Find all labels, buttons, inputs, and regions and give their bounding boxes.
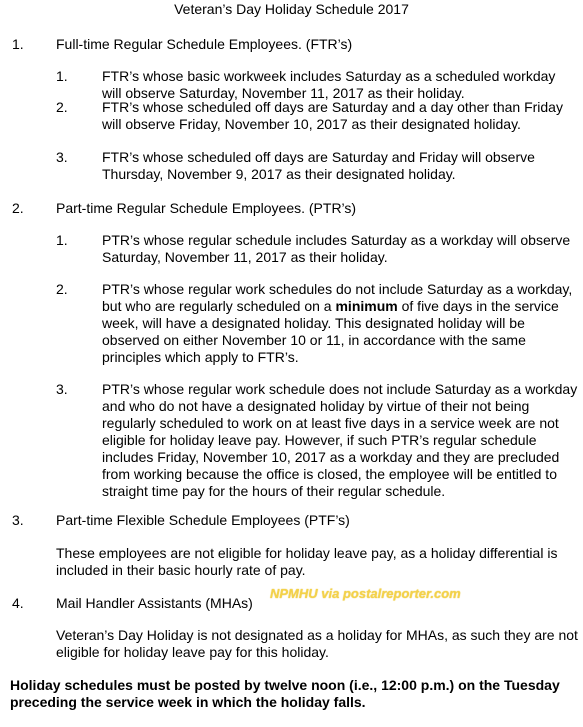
section-1-number: 1. xyxy=(12,36,24,52)
section-4-text: Veteran’s Day Holiday is not designated as a holiday for MHAs, as such they are not eligible for holiday leave pay for this holiday. xyxy=(56,627,578,660)
section-1-item-2-text: FTR’s whose scheduled off days are Saturday and a day other than Friday will observe Friday, November 10, 2017 as their designated holiday. xyxy=(102,99,563,132)
section-3-number: 3. xyxy=(12,512,24,528)
footer-notice: Holiday schedules must be posted by twelve noon (i.e., 12:00 p.m.) on the Tuesday preceding the service week in which the holiday falls. xyxy=(10,677,560,710)
section-1-item-3-number: 3. xyxy=(56,149,68,165)
section-1-item-1-text: FTR’s whose basic workweek includes Saturday as a scheduled workday will observe Saturday, November 11, 2017 as their holiday. xyxy=(102,68,556,101)
section-1-item-3-text: FTR’s whose scheduled off days are Saturday and Friday will observe Thursday, November 9, 2017 as their designated holiday. xyxy=(102,149,535,182)
section-1-heading: Full-time Regular Schedule Employees. (FTR’s) xyxy=(56,36,353,52)
section-2-item-2-text xyxy=(102,281,578,366)
section-2-item-3-number: 3. xyxy=(56,381,68,397)
section-4-heading: Mail Handler Assistants (MHAs) xyxy=(56,595,253,611)
section-2-item-1-number: 1. xyxy=(56,232,68,248)
section-2-item-2-number: 2. xyxy=(56,281,68,297)
section-2-item-2-text-before: PTR’s whose regular work schedules do not include Saturday as a workday, but who are regularly scheduled on a xyxy=(102,281,573,314)
section-1-item-2-number: 2. xyxy=(56,99,68,115)
section-2-heading: Part-time Regular Schedule Employees. (PTR’s) xyxy=(56,200,357,216)
section-2-item-1-text: PTR’s whose regular schedule includes Saturday as a workday will observe Saturday, November 11, 2017 as their holiday. xyxy=(102,232,571,265)
section-2-item-3-text: PTR’s whose regular work schedule does not include Saturday as a workday and who do not have a designated holiday by virtue of their not being regularly scheduled to work on at least five days in a service week are not eligible for holiday leave pay. However, if such PTR’s regular schedule includes Friday, November 10, 2017 as a workday and they are precluded from working because the office is closed, the employee will be entitled to straight time pay for the hours of their regular schedule. xyxy=(102,381,578,499)
section-3-heading: Part-time Flexible Schedule Employees (PTF’s) xyxy=(56,512,350,528)
section-2-item-2-text-bold: minimum xyxy=(335,298,398,314)
section-3-text: These employees are not eligible for holiday leave pay, as a holiday differential is included in their basic hourly rate of pay. xyxy=(56,545,558,578)
section-2-number: 2. xyxy=(12,200,24,216)
section-2-item-2-text-after: of five days in the service week, will have a designated holiday. This designated holiday will be observed on either November 10 or 11, in accordance with the same principles which apply to FTR’s. xyxy=(102,298,559,365)
section-4-number: 4. xyxy=(12,595,24,611)
watermark-text: NPMHU via postalreporter.com xyxy=(270,586,461,601)
document-title: Veteran’s Day Holiday Schedule 2017 xyxy=(174,1,409,17)
section-1-item-1-number: 1. xyxy=(56,68,68,84)
